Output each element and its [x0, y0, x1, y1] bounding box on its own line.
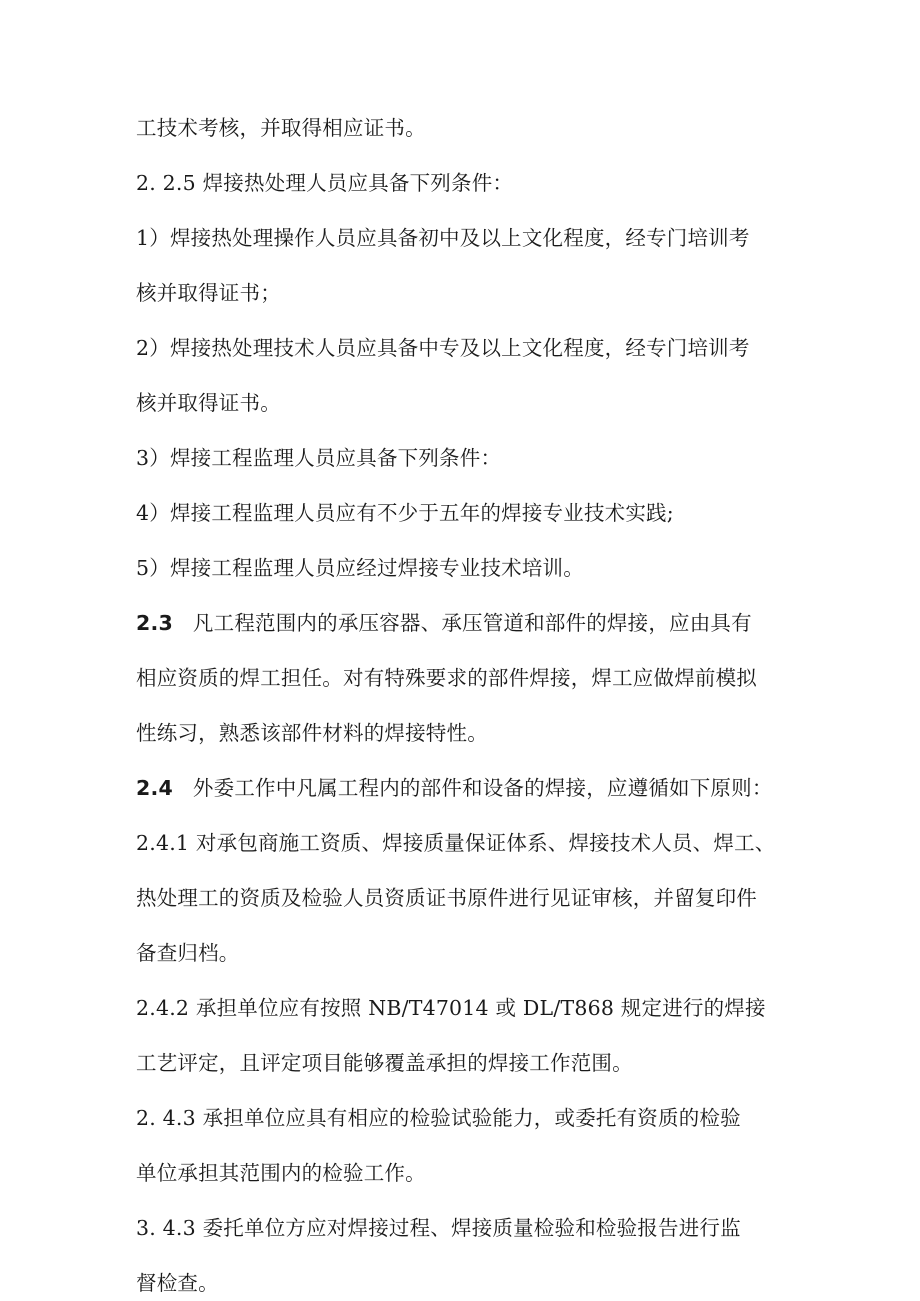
paragraph-line: 热处理工的资质及检验人员资质证书原件进行见证审核，并留复印件 [136, 886, 757, 910]
paragraph-line: 5）焊接工程监理人员应经过焊接专业技术培训。 [136, 556, 584, 580]
paragraph-line: 核并取得证书； [136, 281, 281, 305]
paragraph-line: 4）焊接工程监理人员应有不少于五年的焊接专业技术实践; [136, 501, 674, 525]
section-text: 凡工程范围内的承压容器、承压管道和部件的焊接，应由具有 [192, 611, 752, 635]
paragraph-line: 工技术考核，并取得相应证书。 [136, 116, 426, 140]
section-number: 2.3 [136, 611, 173, 635]
paragraph-line: 3）焊接工程监理人员应具备下列条件： [136, 446, 502, 470]
paragraph-line: 2）焊接热处理技术人员应具备中专及以上文化程度，经专门培训考 [136, 336, 750, 360]
paragraph-line: 1）焊接热处理操作人员应具备初中及以上文化程度，经专门培训考 [136, 226, 750, 250]
paragraph-line: 单位承担其范围内的检验工作。 [136, 1161, 426, 1185]
section-number: 2.4 [136, 776, 173, 800]
paragraph-line: 相应资质的焊工担任。对有特殊要求的部件焊接，焊工应做焊前模拟 [136, 666, 757, 690]
section-heading-line [136, 605, 796, 641]
section-heading-line [136, 770, 796, 806]
paragraph-line: 2. 2.5 焊接热处理人员应具备下列条件： [136, 171, 514, 195]
document-body [136, 110, 796, 1301]
paragraph-line: 工艺评定，且评定项目能够覆盖承担的焊接工作范围。 [136, 1051, 633, 1075]
paragraph-line: 性练习，熟悉该部件材料的焊接特性。 [136, 721, 488, 745]
section-text: 外委工作中凡属工程内的部件和设备的焊接，应遵循如下原则： [192, 776, 773, 800]
paragraph-line: 2.4.2 承担单位应有按照 NB/T47014 或 DL/T868 规定进行的焊接 [136, 996, 766, 1020]
paragraph-line: 2.4.1 对承包商施工资质、焊接质量保证体系、焊接技术人员、焊工、 [136, 831, 776, 855]
paragraph-line: 2. 4.3 承担单位应具有相应的检验试验能力，或委托有资质的检验 [136, 1106, 741, 1130]
paragraph-line: 3. 4.3 委托单位方应对焊接过程、焊接质量检验和检验报告进行监 [136, 1216, 741, 1240]
paragraph-line: 督检查。 [136, 1271, 219, 1295]
paragraph-line: 核并取得证书。 [136, 391, 281, 415]
paragraph-line: 备查归档。 [136, 941, 240, 965]
